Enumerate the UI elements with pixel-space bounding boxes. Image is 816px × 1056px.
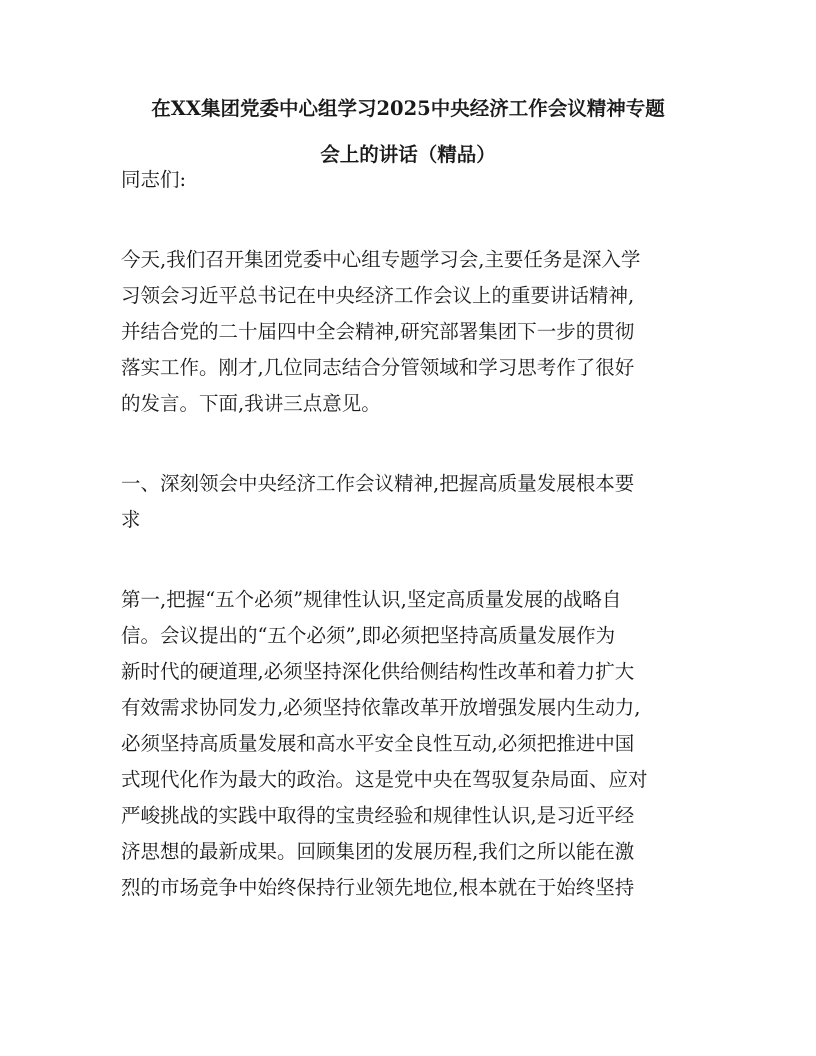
paragraph-line: 严峻挑战的实践中取得的宝贵经验和规律性认识,是习近平经 [121, 804, 635, 827]
paragraph-line: 烈的市场竞争中始终保持行业领先地位,根本就在于始终坚持 [121, 876, 635, 899]
paragraph-line: 信。会议提出的“五个必须”,即必须把坚持高质量发展作为 [121, 624, 616, 647]
intro-line: 的发言。下面,我讲三点意见。 [121, 392, 381, 415]
paragraph-line: 有效需求协同发力,必须坚持依靠改革开放增强发展内生动力, [121, 696, 641, 719]
paragraph-line: 新时代的硬道理,必须坚持深化供给侧结构性改革和着力扩大 [121, 660, 635, 683]
paragraph-line: 式现代化作为最大的政治。这是党中央在驾驭复杂局面、应对 [121, 768, 648, 791]
document-title-line-1: 在XX集团党委中心组学习2025中央经济工作会议精神专题 [151, 97, 665, 120]
section-heading-line: 一、深刻领会中央经济工作会议精神,把握高质量发展根本要 [121, 472, 635, 495]
section-heading-line: 求 [121, 508, 141, 531]
intro-line: 习领会习近平总书记在中央经济工作会议上的重要讲话精神, [121, 284, 635, 307]
intro-line: 并结合党的二十届四中全会精神,研究部署集团下一步的贯彻 [121, 320, 635, 343]
intro-line: 今天,我们召开集团党委中心组专题学习会,主要任务是深入学 [121, 248, 641, 271]
paragraph-line: 第一,把握“五个必须”规律性认识,坚定高质量发展的战略自 [121, 588, 622, 611]
paragraph-line: 必须坚持高质量发展和高水平安全良性互动,必须把推进中国 [121, 732, 635, 755]
greeting: 同志们: [121, 168, 187, 191]
intro-line: 落实工作。刚才,几位同志结合分管领域和学习思考作了很好 [121, 356, 635, 379]
paragraph-line: 济思想的最新成果。回顾集团的发展历程,我们之所以能在激 [121, 840, 635, 863]
document-title-line-2: 会上的讲话（精品） [320, 143, 496, 166]
